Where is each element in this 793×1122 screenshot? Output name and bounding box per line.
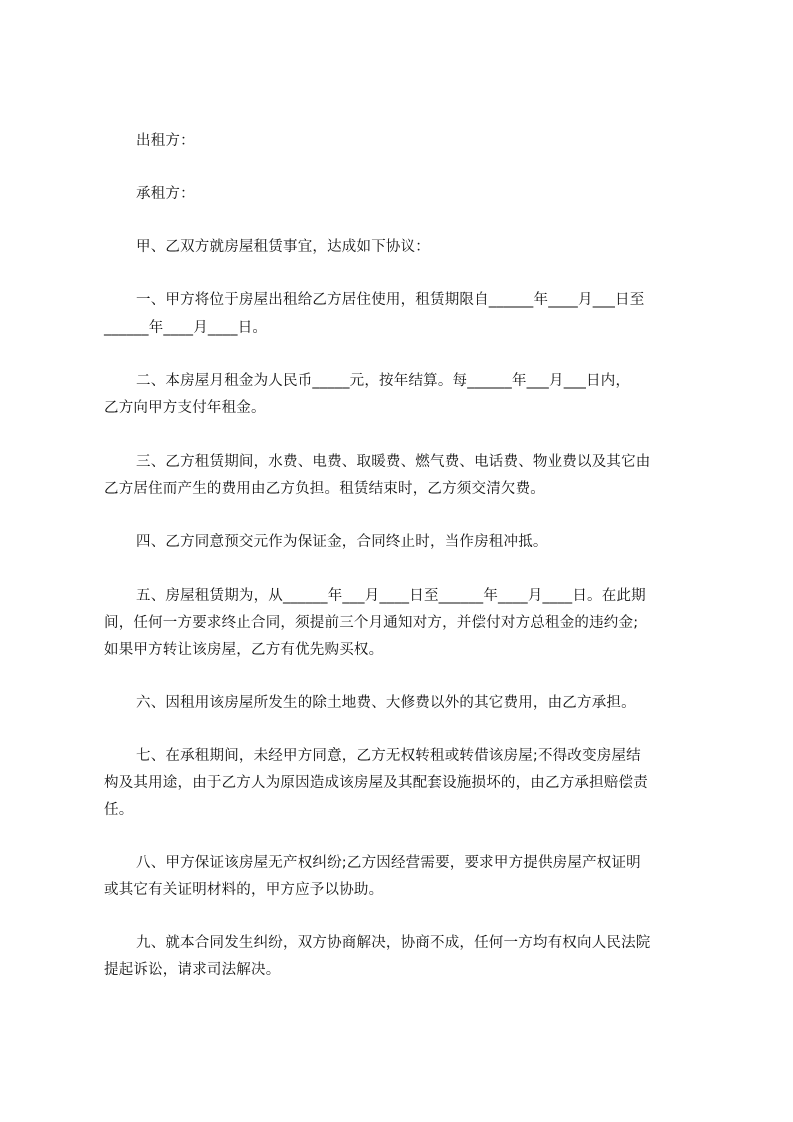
clause-6-line-1: 六、因租用该房屋所发生的除土地费、大修费以外的其它费用，由乙方承担。 <box>136 695 636 711</box>
clause-5-line-2: 间，任何一方要求终止合同，须提前三个月通知对方，并偿付对方总租金的违约金; <box>104 615 639 631</box>
clause-3-line-2: 乙方居住而产生的费用由乙方负担。租赁结束时，乙方须交清欠费。 <box>104 481 545 497</box>
clause-9-line-2: 提起诉讼，请求司法解决。 <box>104 962 281 978</box>
lessee-label: 承租方： <box>136 186 195 202</box>
clause-3-line-1: 三、乙方租赁期间，水费、电费、取暖费、燃气费、电话费、物业费以及其它由 <box>136 454 651 470</box>
clause-1-line-1: 一、甲方将位于房屋出租给乙方居住使用，租赁期限自______年____月___日至 <box>136 292 645 308</box>
clause-5-line-1: 五、房屋租赁期为，从______年___月____日至______年____月____日。在此期 <box>136 588 646 604</box>
lessor-label: 出租方： <box>136 133 195 149</box>
clause-1-line-2: ______年____月____日。 <box>104 320 268 336</box>
clause-2-line-2: 乙方向甲方支付年租金。 <box>104 400 266 416</box>
clause-4-line-1: 四、乙方同意预交元作为保证金，合同终止时，当作房租冲抵。 <box>136 534 548 550</box>
clause-5-line-3: 如果甲方转让该房屋，乙方有优先购买权。 <box>104 642 384 658</box>
clause-7-line-2: 构及其用途，由于乙方人为原因造成该房屋及其配套设施损坏的，由乙方承担赔偿责 <box>104 775 648 791</box>
clause-7-line-3: 任。 <box>104 802 134 818</box>
clause-7-line-1: 七、在承租期间，未经甲方同意，乙方无权转租或转借该房屋;不得改变房屋结 <box>136 748 641 764</box>
clause-9-line-1: 九、就本合同发生纠纷，双方协商解决，协商不成，任何一方均有权向人民法院 <box>136 935 651 951</box>
intro-text: 甲、乙双方就房屋租赁事宜，达成如下协议： <box>136 239 430 255</box>
clause-8-line-1: 八、甲方保证该房屋无产权纠纷;乙方因经营需要，要求甲方提供房屋产权证明 <box>136 855 641 871</box>
clause-2-line-1: 二、本房屋月租金为人民币_____元，按年结算。每______年___月___日内， <box>136 373 631 389</box>
clause-8-line-2: 或其它有关证明材料的，甲方应予以协助。 <box>104 882 384 898</box>
